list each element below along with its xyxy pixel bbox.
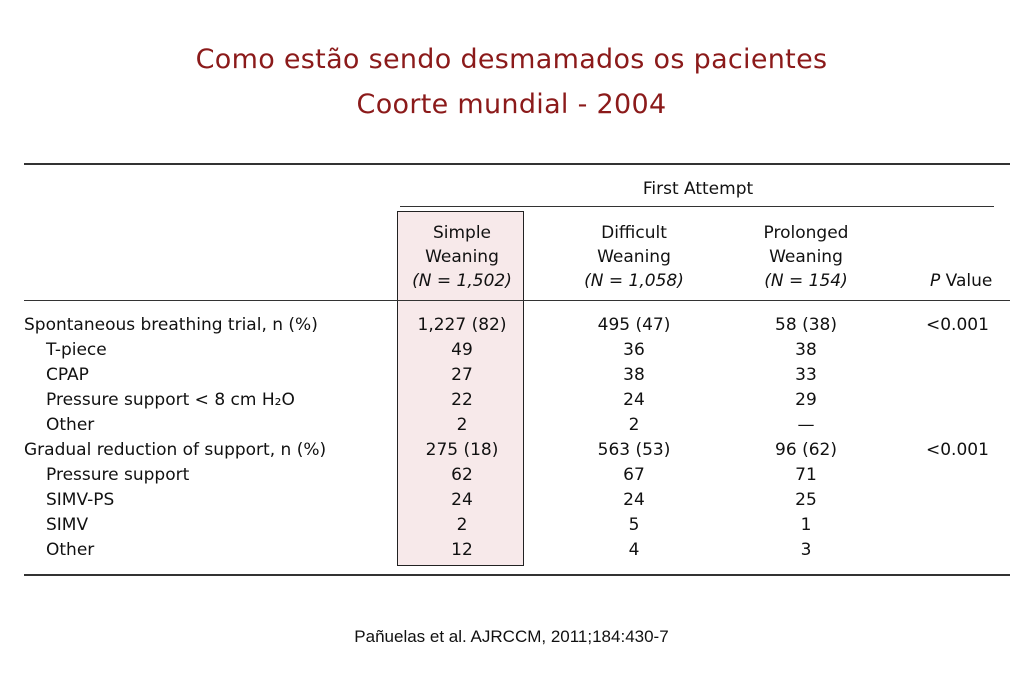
slide-title-line2: Coorte mundial - 2004	[356, 89, 667, 120]
table-cell: —	[797, 415, 815, 435]
table-cell: 62	[451, 465, 473, 485]
row-label: Pressure support	[46, 465, 190, 485]
table-cell: 38	[795, 340, 817, 360]
table-cell: 67	[623, 465, 645, 485]
table-cell: 275 (18)	[425, 440, 499, 460]
table-cell: 29	[795, 390, 817, 410]
row-label: Spontaneous breathing trial, n (%)	[24, 315, 318, 335]
table-cell: 5	[628, 515, 640, 535]
column-header-p-value: P Value	[930, 271, 993, 291]
table-cell: 24	[451, 490, 473, 510]
row-label: CPAP	[46, 365, 89, 385]
table-cell: 2	[456, 415, 468, 435]
table-cell: 71	[795, 465, 817, 485]
table-cell: 36	[623, 340, 645, 360]
column-header-prolonged-weaning: Prolonged Weaning (N = 154)	[763, 223, 849, 291]
column-header-difficult-weaning: Difficult Weaning (N = 1,058)	[584, 223, 684, 291]
column-header-simple-weaning: Simple Weaning (N = 1,502)	[412, 223, 512, 291]
slide-title-line1: Como estão sendo desmamados os pacientes	[195, 44, 828, 75]
row-label: SIMV-PS	[46, 490, 115, 510]
table-cell: 25	[795, 490, 817, 510]
header-bottom-rule	[24, 300, 1010, 301]
table-cell: 12	[451, 540, 473, 560]
table-cell: 1,227 (82)	[417, 315, 507, 335]
table-cell: 38	[623, 365, 645, 385]
table-cell: 2	[628, 415, 640, 435]
citation: Pañuelas et al. AJRCCM, 2011;184:430-7	[354, 627, 669, 646]
table-cell: 33	[795, 365, 817, 385]
table-cell: 58 (38)	[775, 315, 837, 335]
p-value-cell: <0.001	[926, 315, 989, 335]
table-cell: 3	[800, 540, 812, 560]
row-label: T-piece	[46, 340, 107, 360]
table-cell: 563 (53)	[597, 440, 671, 460]
table-top-rule	[24, 163, 1010, 165]
table-cell: 4	[628, 540, 640, 560]
group-header-first-attempt: First Attempt	[642, 179, 754, 199]
row-label: Pressure support < 8 cm H₂O	[46, 390, 295, 410]
table-cell: 22	[451, 390, 473, 410]
table-cell: 2	[456, 515, 468, 535]
row-label: SIMV	[46, 515, 89, 535]
group-header-rule	[400, 206, 994, 207]
table-cell: 1	[800, 515, 812, 535]
table-cell: 27	[451, 365, 473, 385]
p-value-cell: <0.001	[926, 440, 989, 460]
table-cell: 49	[451, 340, 473, 360]
table-cell: 24	[623, 390, 645, 410]
table-cell: 96 (62)	[775, 440, 837, 460]
row-label: Other	[46, 415, 95, 435]
table-cell: 24	[623, 490, 645, 510]
row-label: Gradual reduction of support, n (%)	[24, 440, 327, 460]
table-cell: 495 (47)	[597, 315, 671, 335]
row-label: Other	[46, 540, 95, 560]
table-bottom-rule	[24, 574, 1010, 576]
